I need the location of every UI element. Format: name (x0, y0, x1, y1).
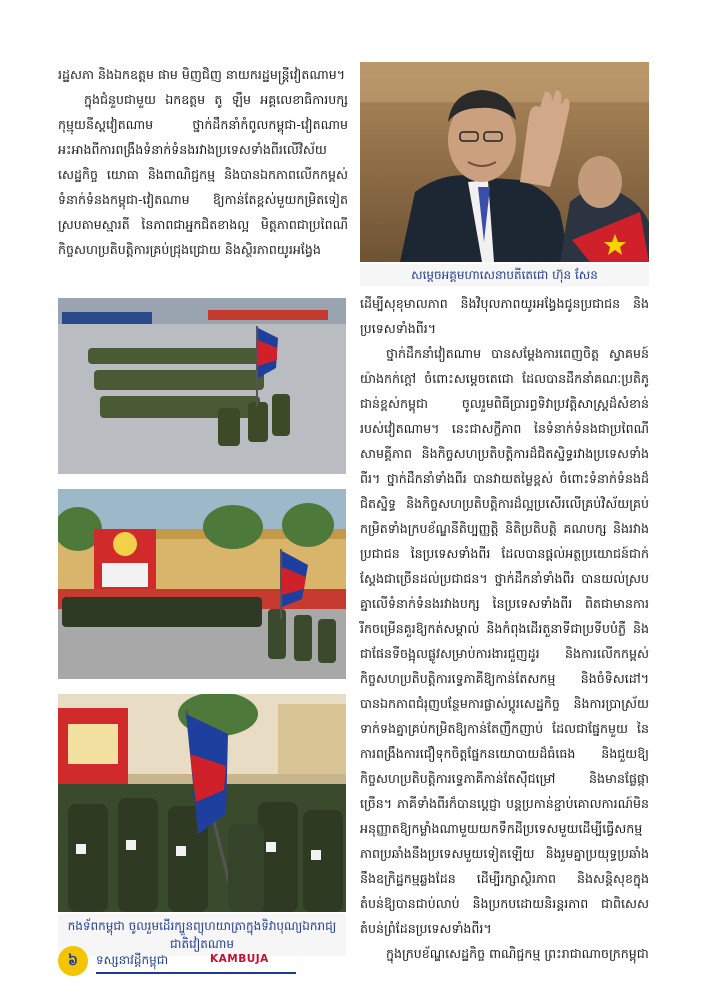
photo-parade-flag-bearers (58, 694, 346, 912)
photo-caption-parade: កងទ័ពកម្ពុជា ចូលរួមដើរក្បួនព្យុហយាត្រាក្នុងទិវាបុណ្យឯករាជ្យជាតិវៀតណាម (58, 914, 346, 956)
article-paragraph: រដ្ឋសភា និងឯកឧត្តម ផាម មិញជិញ នាយករដ្ឋមន្ត្រីវៀតណាម។ (58, 67, 346, 82)
article-paragraph: ដើម្បីសុខុមាលភាព និងវិបុលភាពយូរអង្វែងជូនប្រជាជន និងប្រទេសទាំងពីរ។ (360, 296, 649, 336)
magazine-brand: KAMBUJA (210, 953, 269, 965)
article-paragraph: ក្នុងជំនួបជាមួយ ឯកឧត្តម តូ ឡឹម អគ្គលេខាធិការបក្សកុម្មុយនីស្តវៀតណាម ថ្នាក់ដឹកនាំកំពូលកម្ពុជា-វៀតណាម អះអាងពីការពង្រឹងទំនាក់ទំនងរវាងប្រទេសទាំងពីរលើវិស័យសេដ្ឋកិច្ច យោធា និងពាណិជ្ជកម្ម និងបានឯកភាពលើកកម្ពស់ទំនាក់ទំនងកម្ពុជា-វៀតណាម ឱ្យកាន់តែខ្ពស់មួយកម្រិតទៀតស្របតាមស្មារតី នៃភាពជាអ្នកជិតខាងល្អ មិត្តភាពជាប្រពៃណី កិច្ចសហប្រតិបត្តិការគ្រប់ជ្រុងជ្រោយ និងស្ថិរភាពយូរអង្វែង (58, 92, 348, 257)
photo-parade-square (58, 489, 346, 679)
article-paragraph: ក្នុងក្របខ័ណ្ឌសេដ្ឋកិច្ច ពាណិជ្ជកម្ម ព្រះរាជាណាចក្រកម្ពុជា (386, 946, 649, 961)
photo-hun-sen-waving (360, 62, 649, 262)
article-left-column (58, 62, 348, 262)
page-number-badge: ៦ (58, 946, 88, 976)
article-paragraph: ថ្នាក់ដឹកនាំវៀតណាម បានសម្តែងការពេញចិត្ត ស្វាគមន៍យ៉ាងកក់ក្តៅ ចំពោះសម្តេចតេជោ ដែលបានដឹកនាំគណៈប្រតិភូជាន់ខ្ពស់កម្ពុជា ចូលរួមពិធីប្រារព្ធទិវាប្រវត្តិសាស្ត្រដ៏សំខាន់របស់វៀតណាម។ នេះជាសក្ខីភាព នៃទំនាក់ទំនងជាប្រពៃណី សាមគ្គីភាព និងកិច្ចសហប្រតិបត្តិការដ៏ជិតស្និទ្ធរវាងប្រទេសទាំងពីរ។ ថ្នាក់ដឹកនាំទាំងពីរ បានវាយតម្លៃខ្ពស់ ចំពោះទំនាក់ទំនងដ៏ជិតស្និទ្ធ និងកិច្ចសហប្រតិបត្តិការដ៏ល្អប្រសើរលើគ្រប់វិស័យគ្រប់កម្រិតទាំងក្របខ័ណ្ឌនីតិប្បញ្ញត្តិ និតិប្រតិបត្តិ គណបក្ស និងរវាងប្រជាជន នៃប្រទេសទាំងពីរ ដែលបានផ្តល់អត្ថប្រយោជន៍ជាក់ស្តែងជាច្រើនដល់ប្រជាជន។ ថ្នាក់ដឹកនាំទាំងពីរ បានយល់ស្របគ្នាលើទំនាក់ទំនងរវាងបក្ស នៃប្រទេសទាំងពីរ ពិតជាមានការរីកចម្រើនគួរឱ្យកត់សម្គាល់ និងកំពុងដើរតួនាទីជាប្រទីបបំភ្លឺ និងជាផែនទីចង្អុលផ្លូវសម្រាប់ការងារជួញដូរ និងការលើកកម្ពស់កិច្ចសហប្រតិបត្តិការទ្វេភាគីឱ្យកាន់តែសកម្ម និងចំទិសដៅ។ បានឯកភាពជំរុញបន្ថែមការផ្លាស់ប្តូរសេដ្ឋកិច្ច និងការប្រាស្រ័យទាក់ទងគ្នាគ្រប់កម្រិតឱ្យកាន់តែញឹកញាប់ ដែលជាផ្នែកមួយ នៃការពង្រឹងការជឿទុកចិត្តផ្នែកនយោបាយដ៏ធំធេង និងជួយឱ្យកិច្ចសហប្រតិបត្តិការទ្វេភាគីកាន់តែស៊ីជម្រៅ និងមានផ្លែផ្កាច្រើន។ ភាគីទាំងពីរក៏បានប្តេជ្ញា បន្តប្រកាន់ខ្ជាប់គោលការណ៍មិនអនុញ្ញាតឱ្យកម្លាំងណាមួយយកទឹកដីប្រទេសមួយដើម្បីធ្វើសកម្មភាពប្រឆាំងនឹងប្រទេសមួយទៀតឡើយ និងរួមគ្នាប្រយុទ្ធប្រឆាំងនឹងឧក្រិដ្ឋកម្មឆ្លងដែន ដើម្បីរក្សាស្ថិរភាព និងសន្តិសុខក្នុងតំបន់ឱ្យបានជាប់លាប់ និងប្រកបដោយនិរន្តរភាព ជាពិសេសតំបន់ព្រំដែនប្រទេសទាំងពីរ។ (360, 346, 649, 936)
article-right-column (360, 291, 649, 966)
photo-caption-hun-sen: សម្តេចអគ្គមហាសេនាបតីតេជោ ហ៊ុន សែន (360, 264, 649, 286)
magazine-title: ទស្សនាវដ្តីកម្ពុជា (96, 953, 169, 967)
page-footer (58, 946, 648, 976)
photo-parade-marching (58, 298, 346, 474)
footer-rule (96, 972, 296, 974)
